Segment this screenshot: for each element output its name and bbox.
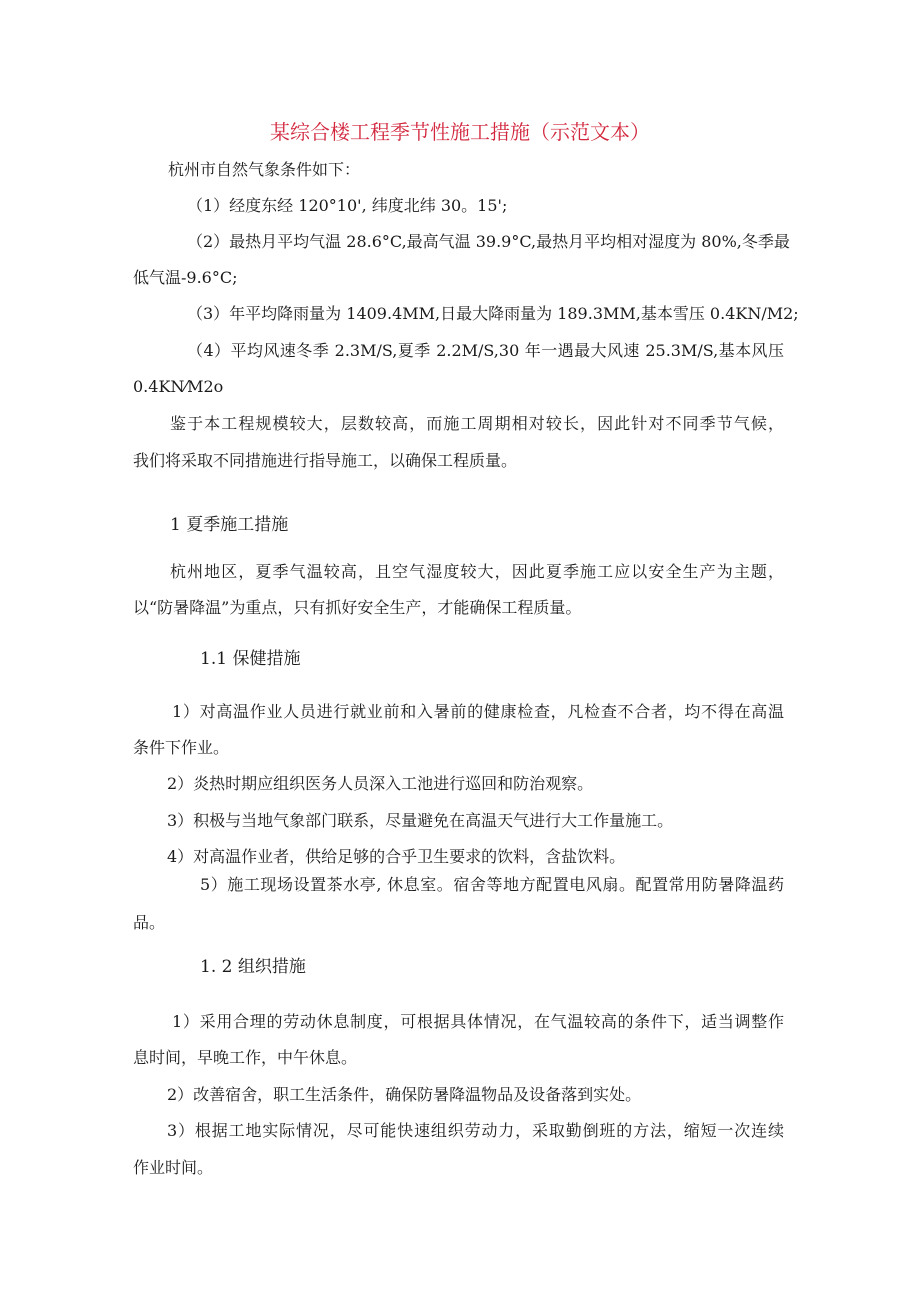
climate-item-2-line-2: 低气温-9.6°C; xyxy=(133,268,238,287)
climate-item-1: （1）经度东经 120°10', 纬度北纬 30。15'; xyxy=(187,196,508,215)
org-item-1-line-1: 1）采用合理的劳动休息制度，可根据具体情况，在气温较高的条件下，适当调整作 xyxy=(172,1012,784,1031)
section-1-para-line-2: 以“防暑降温”为重点，只有抓好安全生产，才能确保工程质量。 xyxy=(133,598,582,617)
health-item-5-line-2: 品。 xyxy=(133,913,166,932)
climate-item-3: （3）年平均降雨量为 1409.4MM,日最大降雨量为 189.3MM,基本雪压 0.4KN/M2; xyxy=(187,304,799,323)
intro-text: 杭州市自然气象条件如下： xyxy=(168,160,361,179)
section-1-1-heading: 1.1 保健措施 xyxy=(200,649,301,669)
summary-line-2: 我们将采取不同措施进行指导施工，以确保工程质量。 xyxy=(133,451,518,470)
org-item-2: 2）改善宿舍，职工生活条件，确保防暑降温物品及设备落到实处。 xyxy=(167,1085,642,1104)
climate-item-4-line-2: 0.4KN⁄M2o xyxy=(133,377,224,396)
health-item-1-line-2: 条件下作业。 xyxy=(133,738,230,757)
health-item-5-line-1: 5）施工现场设置茶水亭, 休息室。宿舍等地方配置电风扇。配置常用防暑降温药 xyxy=(200,875,784,894)
section-1-para-line-1: 杭州地区，夏季气温较高，且空气湿度较大，因此夏季施工应以安全生产为主题， xyxy=(170,562,784,581)
climate-item-4-line-1: （4）平均风速冬季 2.3M/S,夏季 2.2M/S,30 年一遇最大风速 25.3M/S,基本风压 xyxy=(187,341,784,360)
org-item-3-line-2: 作业时间。 xyxy=(133,1158,214,1177)
org-item-3-line-1: 3）根据工地实际情况，尽可能快速组织劳动力，采取勤倒班的方法，缩短一次连续 xyxy=(167,1121,784,1140)
health-item-4: 4）对高温作业者，供给足够的合乎卫生要求的饮料，含盐饮料。 xyxy=(167,847,626,866)
org-item-1-line-2: 息时间，早晚工作，中午休息。 xyxy=(133,1048,358,1067)
section-1-heading: 1 夏季施工措施 xyxy=(170,515,289,535)
climate-item-2-line-1: （2）最热月平均气温 28.6°C,最高气温 39.9°C,最热月平均相对湿度为 80%,冬季最 xyxy=(187,232,790,251)
health-item-3: 3）积极与当地气象部门联系，尽量避免在高温天气进行大工作量施工。 xyxy=(167,811,674,830)
section-1-2-heading: 1. 2 组织措施 xyxy=(200,957,306,977)
health-item-1-line-1: 1）对高温作业人员进行就业前和入暑前的健康检查，凡检查不合者，均不得在高温 xyxy=(172,702,784,721)
health-item-2: 2）炎热时期应组织医务人员深入工池进行巡回和防治观察。 xyxy=(167,774,594,793)
summary-line-1: 鉴于本工程规模较大，层数较高，而施工周期相对较长，因此针对不同季节气候， xyxy=(170,414,784,433)
document-title: 某综合楼工程季节性施工措施（示范文本） xyxy=(270,120,650,144)
